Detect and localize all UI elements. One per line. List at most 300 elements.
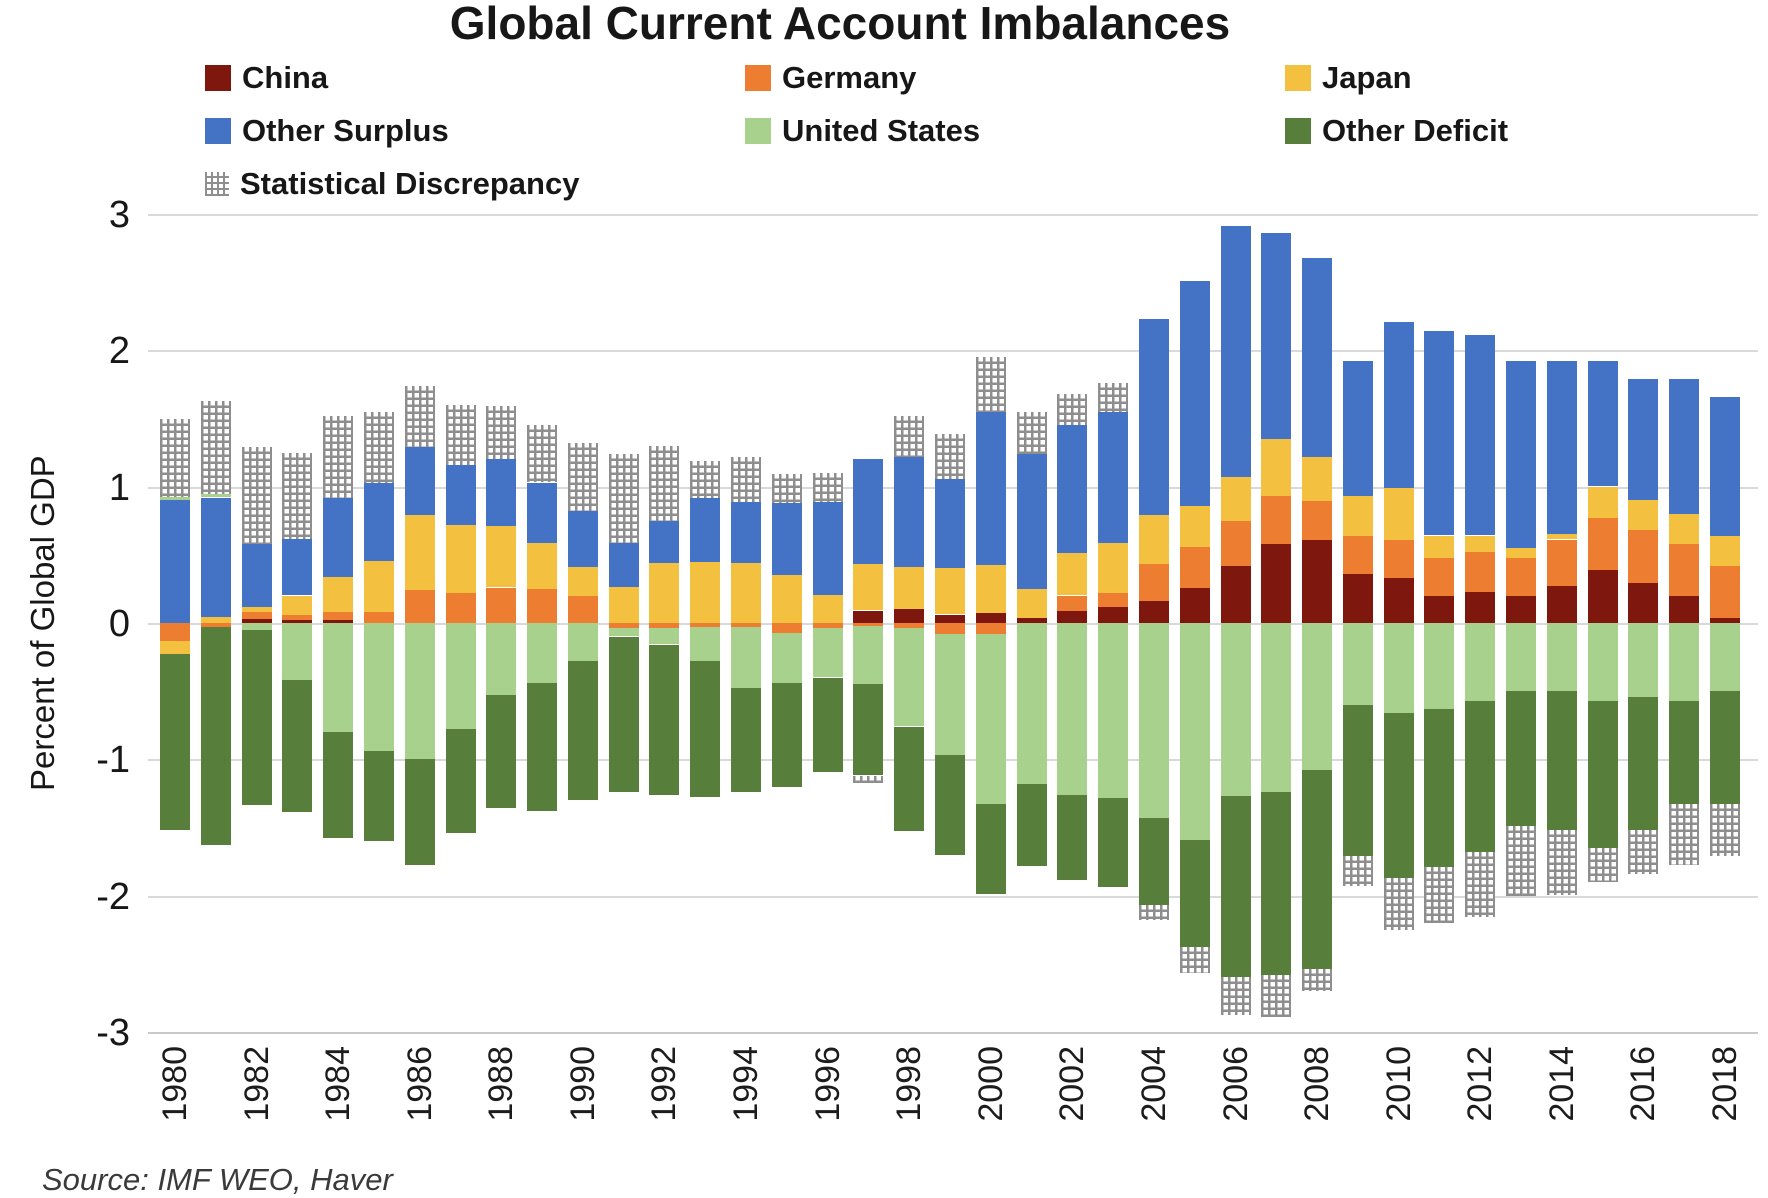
bar-segment-germany-1986: [405, 590, 435, 623]
legend-label: China: [242, 60, 329, 95]
bar-segment-united-states-1986: [405, 623, 435, 759]
bar-segment-japan-2002: [1057, 553, 1087, 595]
bar-segment-japan-1995: [772, 575, 802, 623]
bar-segment-statistical-discrepancy-1982: [242, 447, 272, 544]
bar-segment-statistical-discrepancy-1989: [527, 425, 557, 482]
bar-segment-japan-1990: [568, 567, 598, 596]
bar-segment-japan-1996: [813, 594, 843, 623]
legend-swatch-icon: [205, 118, 231, 144]
bar-segment-other-surplus-1998: [894, 457, 924, 567]
bar-segment-germany-2002: [1057, 596, 1087, 611]
bar-segment-other-surplus-2017: [1669, 379, 1699, 514]
bar-segment-other-deficit-1997: [853, 684, 883, 775]
bar-segment-united-states-1992: [649, 628, 679, 644]
bar-segment-statistical-discrepancy-1992: [649, 446, 679, 521]
x-tick-label-1996: [808, 1046, 848, 1166]
bar-segment-other-deficit-2004: [1139, 818, 1169, 905]
bar-segment-statistical-discrepancy-1998: [894, 416, 924, 457]
bar-segment-united-states-2017: [1669, 623, 1699, 701]
bar-segment-china-1998: [894, 609, 924, 623]
bar-segment-germany-1995: [772, 623, 802, 633]
bar-segment-other-surplus-1995: [772, 503, 802, 575]
bar-segment-statistical-discrepancy-1988: [486, 406, 516, 459]
x-tick-text: 1998: [890, 1046, 928, 1122]
bar-segment-japan-2017: [1669, 514, 1699, 544]
bar-segment-statistical-discrepancy-2016: [1628, 830, 1658, 874]
bar-segment-china-2016: [1628, 583, 1658, 623]
bar-segment-japan-2000: [976, 564, 1006, 613]
bar-segment-united-states-1988: [486, 623, 516, 695]
bar-segment-other-deficit-1983: [282, 680, 312, 812]
bar-segment-other-surplus-2004: [1139, 319, 1169, 515]
bar-segment-other-deficit-2014: [1547, 691, 1577, 830]
bar-segment-japan-2001: [1017, 589, 1047, 618]
y-tick-label-3: 3: [108, 194, 130, 236]
bar-segment-statistical-discrepancy-2001: [1017, 412, 1047, 454]
bar-segment-china-2009: [1343, 574, 1373, 623]
x-tick-text: 1990: [564, 1046, 602, 1122]
legend-item-other-surplus: [205, 111, 449, 151]
bar-segment-other-surplus-1993: [690, 498, 720, 562]
x-tick-text: 2004: [1135, 1046, 1173, 1122]
bar-segment-germany-1987: [446, 593, 476, 623]
bar-segment-japan-1982: [242, 607, 272, 612]
bar-segment-other-deficit-1999: [935, 755, 965, 855]
bar-segment-germany-1983: [282, 615, 312, 620]
bar-segment-china-2011: [1424, 596, 1454, 623]
bar-segment-china-2017: [1669, 596, 1699, 623]
bar-segment-japan-2013: [1506, 548, 1536, 558]
bar-segment-other-deficit-1991: [609, 637, 639, 792]
bar-segment-united-states-2016: [1628, 623, 1658, 697]
y-tick-label--3: -3: [96, 1012, 130, 1054]
bar-segment-other-deficit-2011: [1424, 709, 1454, 867]
legend-item-germany: [745, 58, 916, 98]
x-tick-label-1992: [644, 1046, 684, 1166]
bar-segment-other-surplus-1994: [731, 502, 761, 563]
bar-segment-germany-2016: [1628, 530, 1658, 583]
bar-segment-japan-2005: [1180, 506, 1210, 547]
bar-segment-germany-2004: [1139, 564, 1169, 601]
gridline--2: [148, 896, 1758, 898]
bar-segment-germany-1989: [527, 589, 557, 623]
legend-swatch-icon: [1285, 65, 1311, 91]
bar-segment-other-deficit-1988: [486, 695, 516, 808]
bar-segment-united-states-2008: [1302, 623, 1332, 770]
bar-segment-statistical-discrepancy-1985: [364, 412, 394, 483]
x-tick-text: 1992: [645, 1046, 683, 1122]
bar-segment-other-surplus-1997: [853, 459, 883, 564]
bar-segment-statistical-discrepancy-1995: [772, 474, 802, 503]
bar-segment-other-deficit-2013: [1506, 691, 1536, 826]
bar-segment-other-surplus-2009: [1343, 361, 1373, 496]
bar-segment-other-surplus-1982: [242, 544, 272, 607]
bar-segment-united-states-1987: [446, 623, 476, 729]
bar-segment-united-states-2018: [1710, 623, 1740, 691]
x-tick-text: 2010: [1380, 1046, 1418, 1122]
bar-segment-japan-1988: [486, 526, 516, 587]
bar-segment-united-states-1990: [568, 623, 598, 661]
bar-segment-china-2000: [976, 613, 1006, 623]
legend-item-statistical-discrepancy: [205, 164, 579, 204]
bar-segment-japan-2009: [1343, 496, 1373, 536]
bar-segment-other-deficit-1996: [813, 678, 843, 772]
x-tick-label-2012: [1460, 1046, 1500, 1166]
bar-segment-statistical-discrepancy-1996: [813, 473, 843, 502]
gridline-3: [148, 214, 1758, 216]
bar-segment-other-surplus-2012: [1465, 335, 1495, 535]
bar-segment-other-surplus-1980: [160, 500, 190, 623]
bar-segment-other-deficit-1993: [690, 661, 720, 797]
x-tick-text: 2018: [1706, 1046, 1744, 1122]
bar-segment-statistical-discrepancy-2011: [1424, 867, 1454, 923]
bar-segment-japan-2006: [1221, 477, 1251, 521]
bar-segment-united-states-1989: [527, 623, 557, 683]
bar-segment-united-states-2014: [1547, 623, 1577, 691]
bar-segment-japan-1997: [853, 564, 883, 610]
legend-swatch-icon: [205, 65, 231, 91]
bar-segment-other-deficit-1985: [364, 751, 394, 841]
bar-segment-statistical-discrepancy-2017: [1669, 804, 1699, 865]
bar-segment-japan-1993: [690, 562, 720, 623]
legend-label: Germany: [782, 60, 917, 95]
bar-segment-germany-2009: [1343, 536, 1373, 574]
bar-segment-united-states-2001: [1017, 623, 1047, 784]
bar-segment-united-states-2010: [1384, 623, 1414, 713]
bar-segment-united-states-1982: [242, 623, 272, 630]
bar-segment-japan-1994: [731, 563, 761, 623]
bar-segment-japan-1986: [405, 515, 435, 590]
bar-segment-united-states-2000: [976, 634, 1006, 804]
y-tick-label--1: -1: [96, 739, 130, 781]
bar-segment-japan-2015: [1588, 487, 1618, 518]
bar-segment-united-states-1996: [813, 628, 843, 677]
legend-swatch-icon: [745, 65, 771, 91]
bar-segment-united-states-2012: [1465, 623, 1495, 701]
bar-segment-japan-2007: [1261, 439, 1291, 496]
bar-segment-other-surplus-1991: [609, 543, 639, 587]
bar-segment-japan-1992: [649, 563, 679, 623]
bar-segment-statistical-discrepancy-2006: [1221, 977, 1251, 1015]
bar-segment-germany-1982: [242, 612, 272, 619]
y-axis-title: Percent of Global GDP: [24, 455, 61, 791]
bar-segment-statistical-discrepancy-1984: [323, 416, 353, 498]
bar-segment-statistical-discrepancy-2015: [1588, 848, 1618, 882]
bar-segment-other-surplus-2014: [1547, 361, 1577, 534]
bar-segment-other-deficit-2018: [1710, 691, 1740, 804]
bar-segment-japan-2011: [1424, 536, 1454, 558]
bar-segment-germany-2005: [1180, 547, 1210, 588]
bar-segment-united-states-1995: [772, 633, 802, 683]
bar-segment-other-surplus-1996: [813, 502, 843, 595]
bar-segment-china-2013: [1506, 596, 1536, 623]
legend-item-japan: [1285, 58, 1412, 98]
bar-segment-other-surplus-2013: [1506, 361, 1536, 548]
bar-segment-other-deficit-2012: [1465, 701, 1495, 852]
x-tick-text: 1984: [319, 1046, 357, 1122]
bar-segment-united-states-1993: [690, 627, 720, 661]
x-tick-text: 2002: [1053, 1046, 1091, 1122]
bar-segment-other-surplus-2002: [1057, 425, 1087, 553]
x-tick-text: 2006: [1217, 1046, 1255, 1122]
x-tick-label-1988: [481, 1046, 521, 1166]
bar-segment-united-states-1985: [364, 623, 394, 751]
bar-segment-statistical-discrepancy-1994: [731, 457, 761, 502]
bar-segment-germany-1990: [568, 596, 598, 623]
x-tick-label-2010: [1379, 1046, 1419, 1166]
bar-segment-germany-2008: [1302, 500, 1332, 540]
legend-label: Other Deficit: [1322, 113, 1509, 148]
bar-segment-united-states-1994: [731, 627, 761, 688]
bar-segment-china-2002: [1057, 611, 1087, 623]
bar-segment-germany-2013: [1506, 558, 1536, 596]
x-tick-text: 1988: [482, 1046, 520, 1122]
x-tick-text: 2016: [1624, 1046, 1662, 1122]
bar-segment-united-states-2007: [1261, 623, 1291, 792]
x-tick-text: 1982: [238, 1046, 276, 1122]
x-tick-label-1998: [889, 1046, 929, 1166]
bar-segment-other-deficit-2008: [1302, 770, 1332, 969]
bar-segment-other-surplus-1984: [323, 498, 353, 577]
bar-segment-statistical-discrepancy-2009: [1343, 856, 1373, 886]
bar-segment-statistical-discrepancy-2008: [1302, 969, 1332, 991]
bar-segment-japan-1998: [894, 567, 924, 609]
bar-segment-germany-2003: [1098, 593, 1128, 607]
bar-segment-united-states-1999: [935, 634, 965, 755]
x-tick-text: 2000: [972, 1046, 1010, 1122]
bar-segment-germany-1999: [935, 623, 965, 634]
bar-segment-other-surplus-2006: [1221, 226, 1251, 477]
bar-segment-other-deficit-2006: [1221, 796, 1251, 977]
bar-segment-japan-1987: [446, 525, 476, 593]
legend-item-china: [205, 58, 328, 98]
bar-segment-other-surplus-1999: [935, 478, 965, 568]
bar-segment-other-surplus-1985: [364, 483, 394, 561]
bar-segment-other-deficit-2017: [1669, 701, 1699, 805]
bar-segment-other-surplus-2011: [1424, 331, 1454, 535]
y-tick-label-1: 1: [108, 467, 130, 509]
bar-segment-other-deficit-2002: [1057, 795, 1087, 880]
bar-segment-statistical-discrepancy-2013: [1506, 826, 1536, 896]
bar-segment-other-surplus-2001: [1017, 454, 1047, 589]
x-tick-text: 2012: [1461, 1046, 1499, 1122]
bar-segment-other-surplus-1987: [446, 465, 476, 525]
x-tick-text: 1980: [156, 1046, 194, 1122]
legend-swatch-icon: [1285, 118, 1311, 144]
x-tick-label-2018: [1705, 1046, 1745, 1166]
bar-segment-united-states-2005: [1180, 623, 1210, 840]
x-tick-text: 2008: [1298, 1046, 1336, 1122]
bar-segment-statistical-discrepancy-2002: [1057, 394, 1087, 425]
bar-segment-other-deficit-1995: [772, 683, 802, 787]
x-tick-label-2008: [1297, 1046, 1337, 1166]
bar-segment-united-states-2004: [1139, 623, 1169, 818]
bar-segment-other-deficit-1998: [894, 727, 924, 831]
x-tick-label-2004: [1134, 1046, 1174, 1166]
bar-segment-japan-2004: [1139, 515, 1169, 564]
bar-segment-other-deficit-2015: [1588, 701, 1618, 848]
x-tick-label-1994: [726, 1046, 766, 1166]
bar-segment-united-states-2003: [1098, 623, 1128, 798]
bar-segment-germany-2015: [1588, 518, 1618, 570]
bar-segment-other-surplus-2005: [1180, 281, 1210, 506]
bar-segment-other-deficit-1981: [201, 627, 231, 845]
bar-segment-statistical-discrepancy-2000: [976, 357, 1006, 412]
bar-segment-china-2005: [1180, 588, 1210, 623]
bar-segment-china-2012: [1465, 592, 1495, 623]
bar-segment-china-2006: [1221, 566, 1251, 623]
x-tick-label-2002: [1052, 1046, 1092, 1166]
x-tick-label-1990: [563, 1046, 603, 1166]
bar-segment-germany-2011: [1424, 558, 1454, 596]
bar-segment-statistical-discrepancy-1983: [282, 453, 312, 539]
bar-segment-other-surplus-2008: [1302, 258, 1332, 457]
gridline--3: [148, 1032, 1758, 1034]
y-tick-label-2: 2: [108, 330, 130, 372]
bar-segment-other-deficit-2007: [1261, 792, 1291, 975]
bar-segment-other-deficit-1994: [731, 688, 761, 792]
bar-segment-japan-2010: [1384, 488, 1414, 540]
bar-segment-statistical-discrepancy-1997: [853, 776, 883, 783]
bar-segment-other-surplus-1989: [527, 483, 557, 543]
bar-segment-china-2003: [1098, 607, 1128, 623]
bar-segment-china-1999: [935, 615, 965, 623]
bar-segment-united-states-2006: [1221, 623, 1251, 796]
x-tick-label-2016: [1623, 1046, 1663, 1166]
bar-segment-other-deficit-2005: [1180, 840, 1210, 948]
bar-segment-japan-1980: [160, 641, 190, 655]
bar-segment-japan-1984: [323, 577, 353, 612]
legend-item-united-states: [745, 111, 980, 151]
bar-segment-other-surplus-1988: [486, 459, 516, 526]
legend-label: Other Surplus: [242, 113, 449, 148]
bar-segment-japan-1981: [201, 616, 231, 623]
bar-segment-other-deficit-1982: [242, 630, 272, 805]
bar-segment-united-states-2013: [1506, 623, 1536, 691]
bar-segment-other-surplus-1992: [649, 521, 679, 563]
bar-segment-other-surplus-1990: [568, 511, 598, 567]
x-tick-label-2000: [971, 1046, 1011, 1166]
bar-segment-germany-2012: [1465, 552, 1495, 592]
bar-segment-other-deficit-2009: [1343, 705, 1373, 856]
bar-segment-statistical-discrepancy-1981: [201, 401, 231, 494]
bar-segment-other-deficit-1986: [405, 759, 435, 865]
bar-segment-china-2004: [1139, 601, 1169, 623]
bar-segment-japan-1983: [282, 596, 312, 615]
bar-segment-other-deficit-1987: [446, 729, 476, 833]
bar-segment-united-states-1984: [323, 623, 353, 732]
legend-label: Statistical Discrepancy: [240, 166, 580, 201]
bar-segment-china-2010: [1384, 578, 1414, 623]
bar-segment-germany-2014: [1547, 540, 1577, 586]
bar-segment-other-surplus-2010: [1384, 322, 1414, 488]
bar-segment-germany-2000: [976, 623, 1006, 634]
bar-segment-other-surplus-1981: [201, 498, 231, 617]
x-tick-label-1982: [237, 1046, 277, 1166]
bar-segment-statistical-discrepancy-2004: [1139, 905, 1169, 920]
x-tick-text: 1996: [809, 1046, 847, 1122]
bar-segment-japan-1985: [364, 560, 394, 612]
bar-segment-other-deficit-2016: [1628, 697, 1658, 831]
bar-segment-statistical-discrepancy-1980: [160, 419, 190, 497]
bar-segment-statistical-discrepancy-2012: [1465, 852, 1495, 917]
bar-segment-germany-2010: [1384, 540, 1414, 578]
bar-segment-germany-1984: [323, 612, 353, 620]
bar-segment-united-states-1983: [282, 623, 312, 680]
x-tick-label-2014: [1542, 1046, 1582, 1166]
bar-segment-japan-2014: [1547, 534, 1577, 539]
bar-segment-japan-2008: [1302, 457, 1332, 501]
bar-segment-united-states-1998: [894, 628, 924, 726]
bar-segment-other-surplus-1983: [282, 538, 312, 595]
bar-segment-china-2014: [1547, 586, 1577, 623]
bar-segment-statistical-discrepancy-1987: [446, 405, 476, 465]
bar-segment-statistical-discrepancy-1991: [609, 454, 639, 543]
legend-label: United States: [782, 113, 981, 148]
bar-segment-japan-1999: [935, 568, 965, 614]
bar-segment-statistical-discrepancy-2018: [1710, 804, 1740, 856]
bar-segment-united-states-1991: [609, 628, 639, 636]
bar-segment-other-deficit-2010: [1384, 713, 1414, 878]
x-tick-label-1980: [155, 1046, 195, 1166]
bar-segment-other-deficit-2003: [1098, 798, 1128, 887]
x-tick-label-1984: [318, 1046, 358, 1166]
bar-segment-united-states-2015: [1588, 623, 1618, 701]
bar-segment-statistical-discrepancy-2005: [1180, 947, 1210, 973]
bar-segment-germany-1980: [160, 623, 190, 641]
bar-segment-other-surplus-2007: [1261, 233, 1291, 439]
bar-segment-japan-2012: [1465, 536, 1495, 552]
bar-segment-china-1997: [853, 611, 883, 623]
bar-segment-other-surplus-1986: [405, 447, 435, 515]
bar-segment-statistical-discrepancy-2003: [1098, 383, 1128, 412]
bar-segment-japan-2016: [1628, 500, 1658, 530]
bar-segment-germany-2017: [1669, 544, 1699, 596]
x-tick-text: 2014: [1543, 1046, 1581, 1122]
legend-label: Japan: [1322, 60, 1412, 95]
bar-segment-united-states-2011: [1424, 623, 1454, 709]
x-tick-label-2006: [1216, 1046, 1256, 1166]
bar-segment-other-deficit-2000: [976, 804, 1006, 894]
bar-segment-china-2008: [1302, 540, 1332, 623]
bar-segment-germany-2006: [1221, 521, 1251, 566]
bar-segment-other-surplus-2015: [1588, 361, 1618, 486]
x-tick-label-1986: [400, 1046, 440, 1166]
bar-segment-other-surplus-2016: [1628, 379, 1658, 500]
legend-swatch-icon: [205, 172, 229, 196]
bar-segment-other-deficit-1992: [649, 645, 679, 795]
bar-segment-statistical-discrepancy-1999: [935, 434, 965, 479]
y-tick-label-0: 0: [108, 603, 130, 645]
legend-swatch-icon: [745, 118, 771, 144]
gridline-2: [148, 350, 1758, 352]
bar-segment-japan-2003: [1098, 543, 1128, 593]
bar-segment-germany-2018: [1710, 566, 1740, 618]
bar-segment-other-deficit-1990: [568, 661, 598, 800]
bar-segment-japan-1991: [609, 586, 639, 623]
bar-segment-other-deficit-1984: [323, 732, 353, 838]
bar-segment-statistical-discrepancy-1986: [405, 386, 435, 447]
bar-segment-statistical-discrepancy-1993: [690, 461, 720, 498]
bar-segment-japan-1989: [527, 543, 557, 589]
bar-segment-china-2015: [1588, 570, 1618, 623]
bar-segment-statistical-discrepancy-1990: [568, 443, 598, 511]
x-tick-text: 1986: [401, 1046, 439, 1122]
bar-segment-statistical-discrepancy-2007: [1261, 975, 1291, 1017]
bar-segment-united-states-1997: [853, 626, 883, 685]
bar-segment-statistical-discrepancy-2010: [1384, 878, 1414, 930]
bar-segment-germany-1985: [364, 612, 394, 623]
